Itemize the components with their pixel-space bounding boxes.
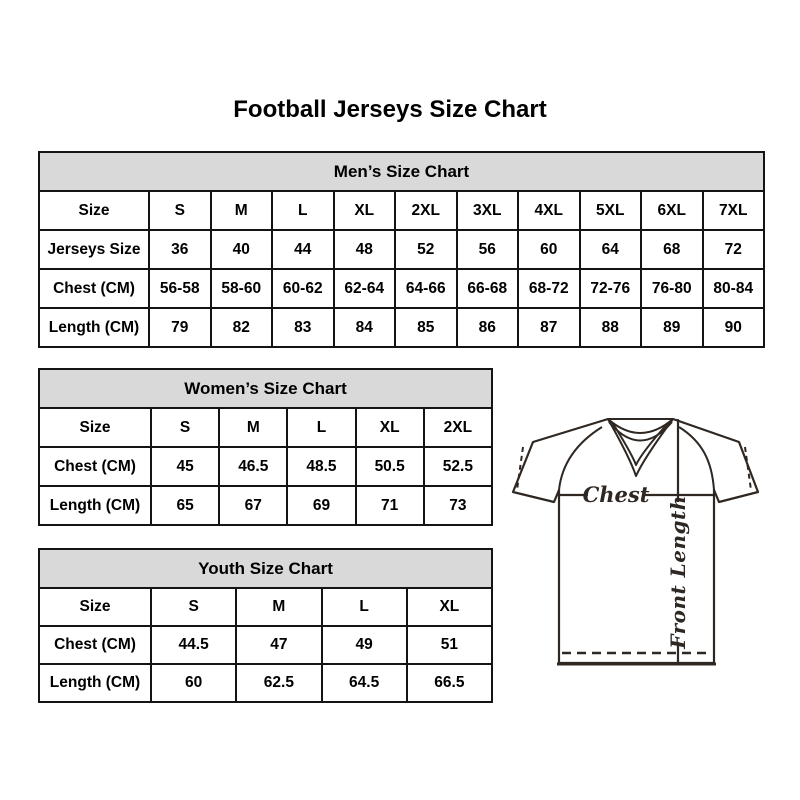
data-cell: 80-84 xyxy=(703,269,765,308)
data-cell: S xyxy=(151,408,219,447)
jersey-measurement-diagram xyxy=(506,402,762,670)
data-cell: 36 xyxy=(149,230,211,269)
data-cell: 64.5 xyxy=(322,664,407,702)
data-cell: 47 xyxy=(236,626,321,664)
data-cell: 49 xyxy=(322,626,407,664)
row-header-cell: Length (CM) xyxy=(39,664,151,702)
row-header-cell: Chest (CM) xyxy=(39,626,151,664)
data-cell: S xyxy=(149,191,211,230)
data-cell: 52 xyxy=(395,230,457,269)
women-table-title: Women’s Size Chart xyxy=(39,369,492,408)
data-cell: 90 xyxy=(703,308,765,347)
data-cell: 66.5 xyxy=(407,664,492,702)
data-cell: 48.5 xyxy=(287,447,355,486)
data-cell: 88 xyxy=(580,308,642,347)
table-row xyxy=(39,191,764,230)
row-header-cell: Length (CM) xyxy=(39,308,149,347)
data-cell: 58-60 xyxy=(211,269,273,308)
data-cell: XL xyxy=(407,588,492,626)
data-cell: 68 xyxy=(641,230,703,269)
row-header-cell: Chest (CM) xyxy=(39,269,149,308)
row-header-cell: Chest (CM) xyxy=(39,447,151,486)
women-size-table xyxy=(38,368,493,526)
table-row xyxy=(39,486,492,525)
data-cell: 84 xyxy=(334,308,396,347)
table-row xyxy=(39,269,764,308)
table-row xyxy=(39,408,492,447)
data-cell: 45 xyxy=(151,447,219,486)
data-cell: 67 xyxy=(219,486,287,525)
data-cell: M xyxy=(219,408,287,447)
data-cell: XL xyxy=(334,191,396,230)
data-cell: 85 xyxy=(395,308,457,347)
data-cell: 4XL xyxy=(518,191,580,230)
data-cell: 2XL xyxy=(424,408,492,447)
data-cell: 68-72 xyxy=(518,269,580,308)
data-cell: 73 xyxy=(424,486,492,525)
data-cell: 72 xyxy=(703,230,765,269)
data-cell: 76-80 xyxy=(641,269,703,308)
data-cell: L xyxy=(272,191,334,230)
data-cell: 2XL xyxy=(395,191,457,230)
data-cell: 82 xyxy=(211,308,273,347)
data-cell: 44.5 xyxy=(151,626,236,664)
table-row xyxy=(39,447,492,486)
data-cell: 71 xyxy=(356,486,424,525)
chest-label: Chest xyxy=(582,482,650,507)
womens-size-table-container xyxy=(38,368,493,526)
data-cell: 3XL xyxy=(457,191,519,230)
data-cell: L xyxy=(287,408,355,447)
data-cell: 60-62 xyxy=(272,269,334,308)
youth-table-title: Youth Size Chart xyxy=(39,549,492,588)
table-row xyxy=(39,230,764,269)
data-cell: 60 xyxy=(151,664,236,702)
table-row xyxy=(39,626,492,664)
row-header-cell: Size xyxy=(39,408,151,447)
table-row xyxy=(39,664,492,702)
data-cell: 64 xyxy=(580,230,642,269)
men-size-table xyxy=(38,151,765,348)
data-cell: M xyxy=(236,588,321,626)
jersey-icon xyxy=(506,402,762,670)
data-cell: 86 xyxy=(457,308,519,347)
data-cell: 83 xyxy=(272,308,334,347)
page-title: Football Jerseys Size Chart xyxy=(233,96,547,123)
data-cell: 40 xyxy=(211,230,273,269)
jersey-outline xyxy=(513,419,758,663)
front-length-label: Front Length xyxy=(666,495,690,649)
data-cell: 87 xyxy=(518,308,580,347)
row-header-cell: Size xyxy=(39,191,149,230)
data-cell: 6XL xyxy=(641,191,703,230)
data-cell: 52.5 xyxy=(424,447,492,486)
table-row xyxy=(39,308,764,347)
row-header-cell: Length (CM) xyxy=(39,486,151,525)
data-cell: XL xyxy=(356,408,424,447)
youth-size-table-container xyxy=(38,548,493,703)
youth-size-table xyxy=(38,548,493,703)
data-cell: 64-66 xyxy=(395,269,457,308)
data-cell: 51 xyxy=(407,626,492,664)
table-row xyxy=(39,588,492,626)
row-header-cell: Jerseys Size xyxy=(39,230,149,269)
data-cell: 62.5 xyxy=(236,664,321,702)
data-cell: 44 xyxy=(272,230,334,269)
data-cell: 56-58 xyxy=(149,269,211,308)
mens-size-table-container xyxy=(38,151,765,348)
data-cell: 56 xyxy=(457,230,519,269)
data-cell: 5XL xyxy=(580,191,642,230)
men-table-title: Men’s Size Chart xyxy=(39,152,764,191)
data-cell: 65 xyxy=(151,486,219,525)
data-cell: 7XL xyxy=(703,191,765,230)
data-cell: 79 xyxy=(149,308,211,347)
data-cell: 62-64 xyxy=(334,269,396,308)
data-cell: 72-76 xyxy=(580,269,642,308)
row-header-cell: Size xyxy=(39,588,151,626)
data-cell: M xyxy=(211,191,273,230)
data-cell: L xyxy=(322,588,407,626)
data-cell: 60 xyxy=(518,230,580,269)
data-cell: 48 xyxy=(334,230,396,269)
data-cell: S xyxy=(151,588,236,626)
data-cell: 46.5 xyxy=(219,447,287,486)
data-cell: 66-68 xyxy=(457,269,519,308)
data-cell: 69 xyxy=(287,486,355,525)
data-cell: 50.5 xyxy=(356,447,424,486)
data-cell: 89 xyxy=(641,308,703,347)
